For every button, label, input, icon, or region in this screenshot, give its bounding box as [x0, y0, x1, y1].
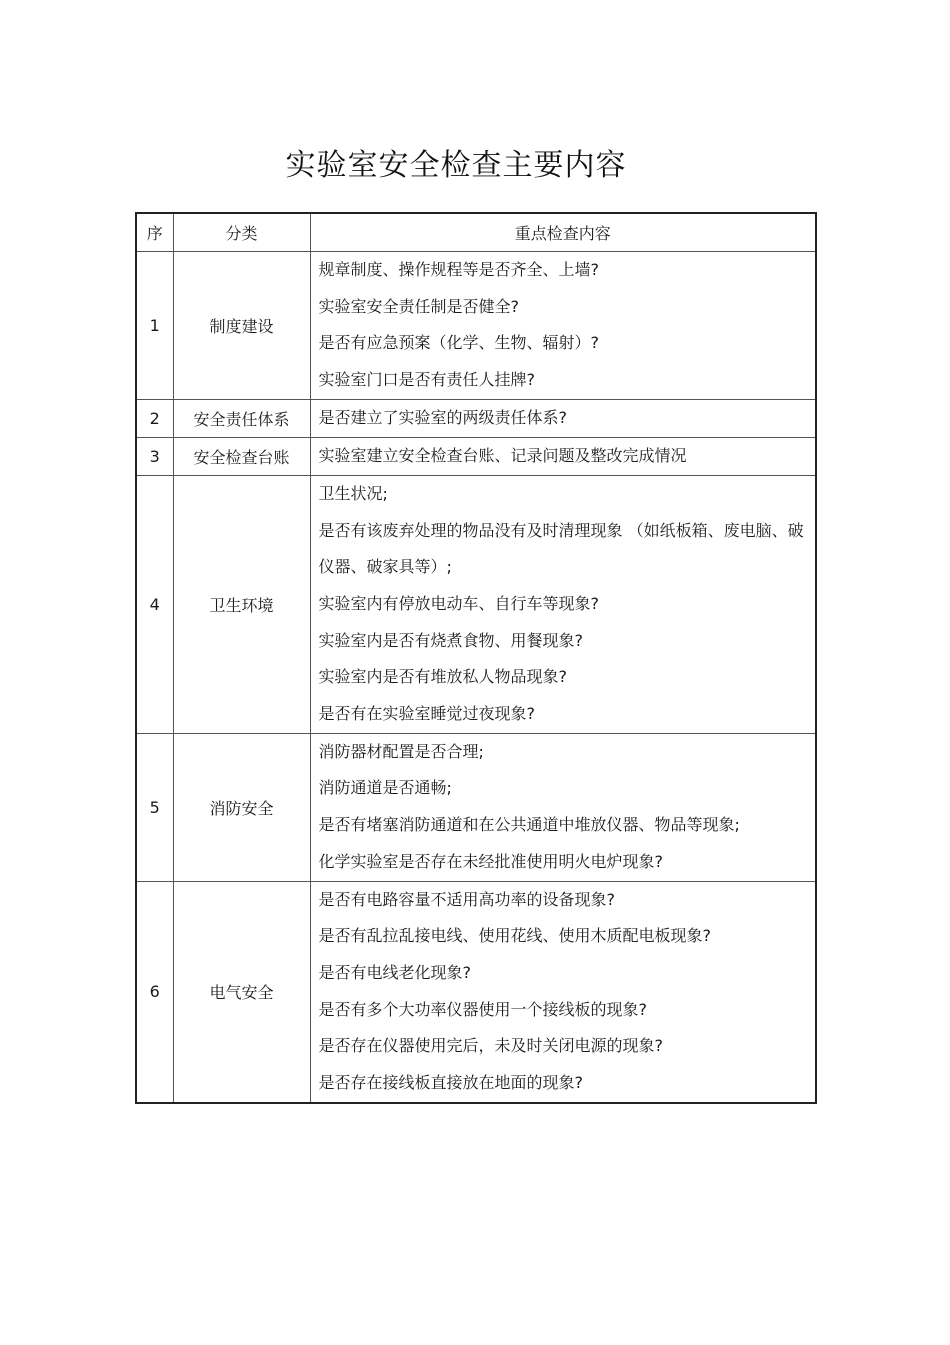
table-row: [136, 881, 816, 1103]
check-item: 是否有多个大功率仪器使用一个接线板的现象?: [318, 999, 647, 1019]
header-items: 重点检查内容: [310, 213, 816, 252]
table-row: [136, 733, 816, 881]
check-item: 实验室内有停放电动车、自行车等现象?: [318, 593, 599, 613]
header-category: 分类: [173, 213, 310, 252]
check-item: 消防通道是否通畅;: [318, 778, 452, 798]
row-category: 电气安全: [173, 881, 310, 1103]
check-item: 实验室建立安全检查台账、记录问题及整改完成情况: [318, 445, 687, 465]
check-item: 化学实验室是否存在未经批准使用明火电炉现象?: [318, 851, 663, 871]
row-no: 2: [136, 399, 173, 437]
row-no: 3: [136, 437, 173, 475]
row-category: 安全责任体系: [173, 399, 310, 437]
row-items: [310, 437, 816, 475]
inspection-table: [135, 212, 817, 1104]
header-no: 序: [136, 213, 173, 252]
row-category: 制度建设: [173, 252, 310, 400]
check-item: 规章制度、操作规程等是否齐全、上墙?: [318, 260, 599, 279]
row-items: [310, 881, 816, 1103]
row-items: [310, 399, 816, 437]
check-item: 是否有在实验室睡觉过夜现象?: [318, 704, 535, 724]
check-item: 消防器材配置是否合理;: [318, 741, 484, 761]
check-item: 实验室内是否有堆放私人物品现象?: [318, 667, 567, 687]
row-items: [310, 252, 816, 400]
check-item: 卫生状况;: [318, 483, 388, 503]
check-item: 实验室安全责任制是否健全?: [318, 296, 519, 316]
page-title: 实验室安全检查主要内容: [285, 148, 627, 183]
check-item: 是否有堵塞消防通道和在公共通道中堆放仪器、物品等现象;: [318, 815, 740, 835]
check-item: 是否有乱拉乱接电线、使用花线、使用木质配电板现象?: [318, 926, 711, 946]
check-item: 实验室门口是否有责任人挂牌?: [318, 370, 535, 390]
row-no: 6: [136, 881, 173, 1103]
row-no: 4: [136, 475, 173, 733]
check-item: 是否有电线老化现象?: [318, 962, 471, 982]
check-item: 实验室内是否有烧煮食物、用餐现象?: [318, 630, 583, 650]
check-item: 是否有该废弃处理的物品没有及时清理现象 （如纸板箱、废电脑、破仪器、破家具等）;: [318, 520, 804, 577]
table-row: [136, 399, 816, 437]
row-category: 消防安全: [173, 733, 310, 881]
check-item: 是否存在接线板直接放在地面的现象?: [318, 1073, 583, 1093]
table-row: [136, 475, 816, 733]
table-row: [136, 252, 816, 400]
row-items: [310, 475, 816, 733]
row-no: 1: [136, 252, 173, 400]
check-item: 是否有电路容量不适用高功率的设备现象?: [318, 889, 615, 909]
row-no: 5: [136, 733, 173, 881]
check-item: 是否建立了实验室的两级责任体系?: [318, 407, 567, 427]
table-header-row: [136, 213, 816, 252]
row-category: 安全检查台账: [173, 437, 310, 475]
check-item: 是否有应急预案（化学、生物、辐射）?: [318, 333, 599, 353]
row-items: [310, 733, 816, 881]
row-category: 卫生环境: [173, 475, 310, 733]
table-row: [136, 437, 816, 475]
check-item: 是否存在仪器使用完后，未及时关闭电源的现象?: [318, 1036, 663, 1056]
